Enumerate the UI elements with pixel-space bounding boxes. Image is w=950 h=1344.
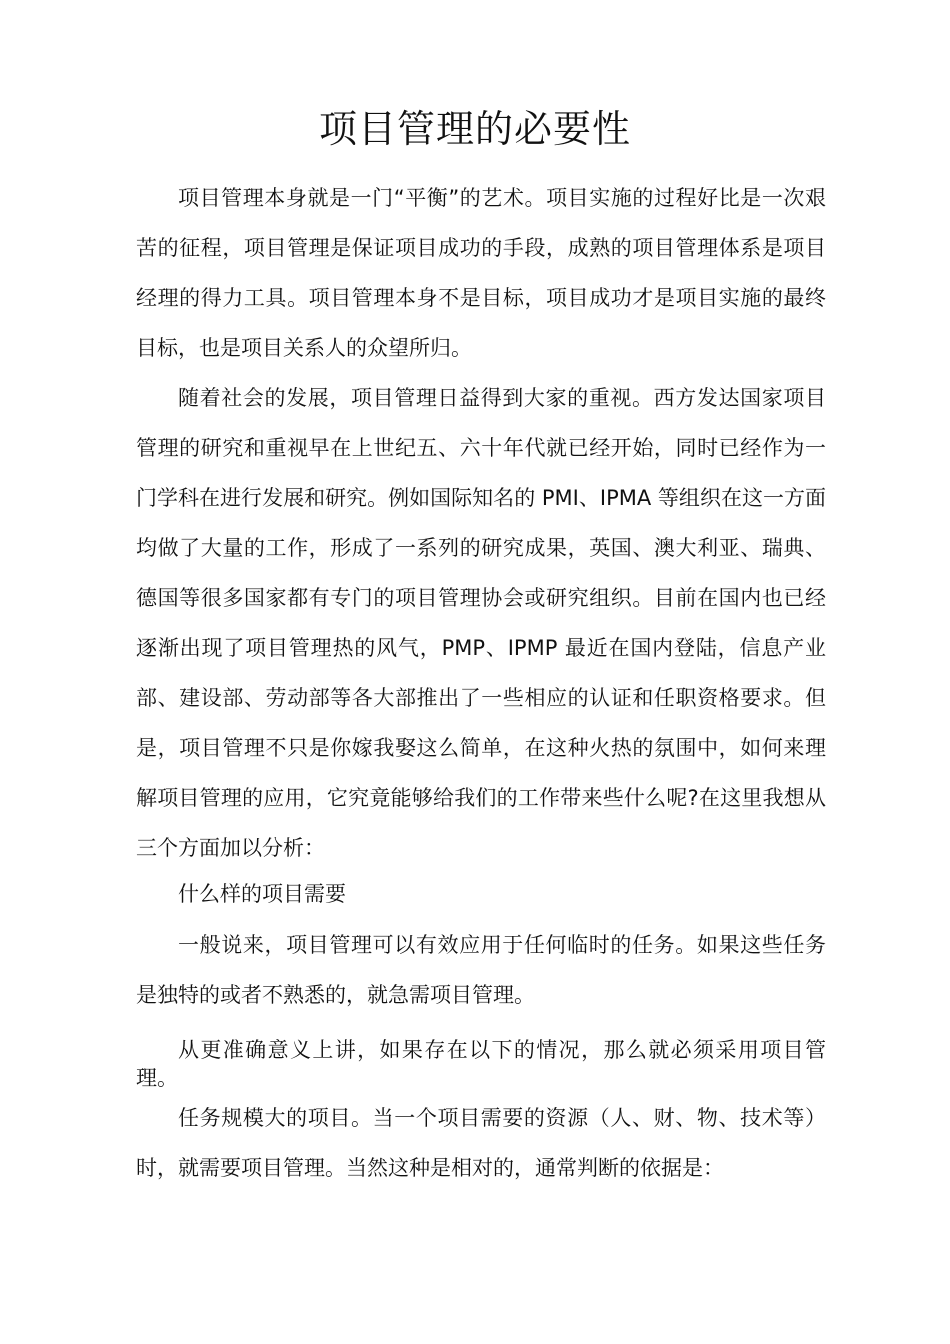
paragraph-conditions: 从更准确意义上讲，如果存在以下的情况，那么就必须采用项目管理。 <box>136 1038 826 1090</box>
paragraph-general-use: 一般说来，项目管理可以有效应用于任何临时的任务。如果这些任务是独特的或者不熟悉的，就急需项目管理。 <box>136 933 826 1007</box>
document-title: 项目管理的必要性 <box>318 107 631 151</box>
paragraph-large-scale: 任务规模大的项目。当一个项目需要的资源（人、财、物、技术等）时，就需要项目管理。当然这种是相对的，通常判断的依据是： <box>136 1106 826 1180</box>
paragraph-intro: 项目管理本身就是一门“平衡”的艺术。项目实施的过程好比是一次艰苦的征程，项目管理是保证项目成功的手段，成熟的项目管理体系是项目经理的得力工具。项目管理本身不是目标，项目成功才是项目实施的最终目标，也是项目关系人的众望所归。 <box>136 186 826 360</box>
paragraph-section-heading: 什么样的项目需要 <box>178 882 346 906</box>
paragraph-background: 随着社会的发展，项目管理日益得到大家的重视。西方发达国家项目管理的研究和重视早在上世纪五、六十年代就已经开始，同时已经作为一门学科在进行发展和研究。例如国际知名的 PMI、IPMA 等组织在这一方面均做了大量的工作，形成了一系列的研究成果，英国、澳大利亚、瑞典、德国等很多国家都有专门的项目管理协会或研究组织。目前在国内也已经逐渐出现了项目管理热的风气，PMP、IPMP 最近在国内登陆，信息产业部、建设部、劳动部等各大部推出了一些相应的认证和任职资格要求。但是，项目管理不只是你嫁我娶这么简单，在这种火热的氛围中，如何来理解项目管理的应用，它究竟能够给我们的工作带来些什么呢?在这里我想从三个方面加以分析： <box>136 386 826 860</box>
